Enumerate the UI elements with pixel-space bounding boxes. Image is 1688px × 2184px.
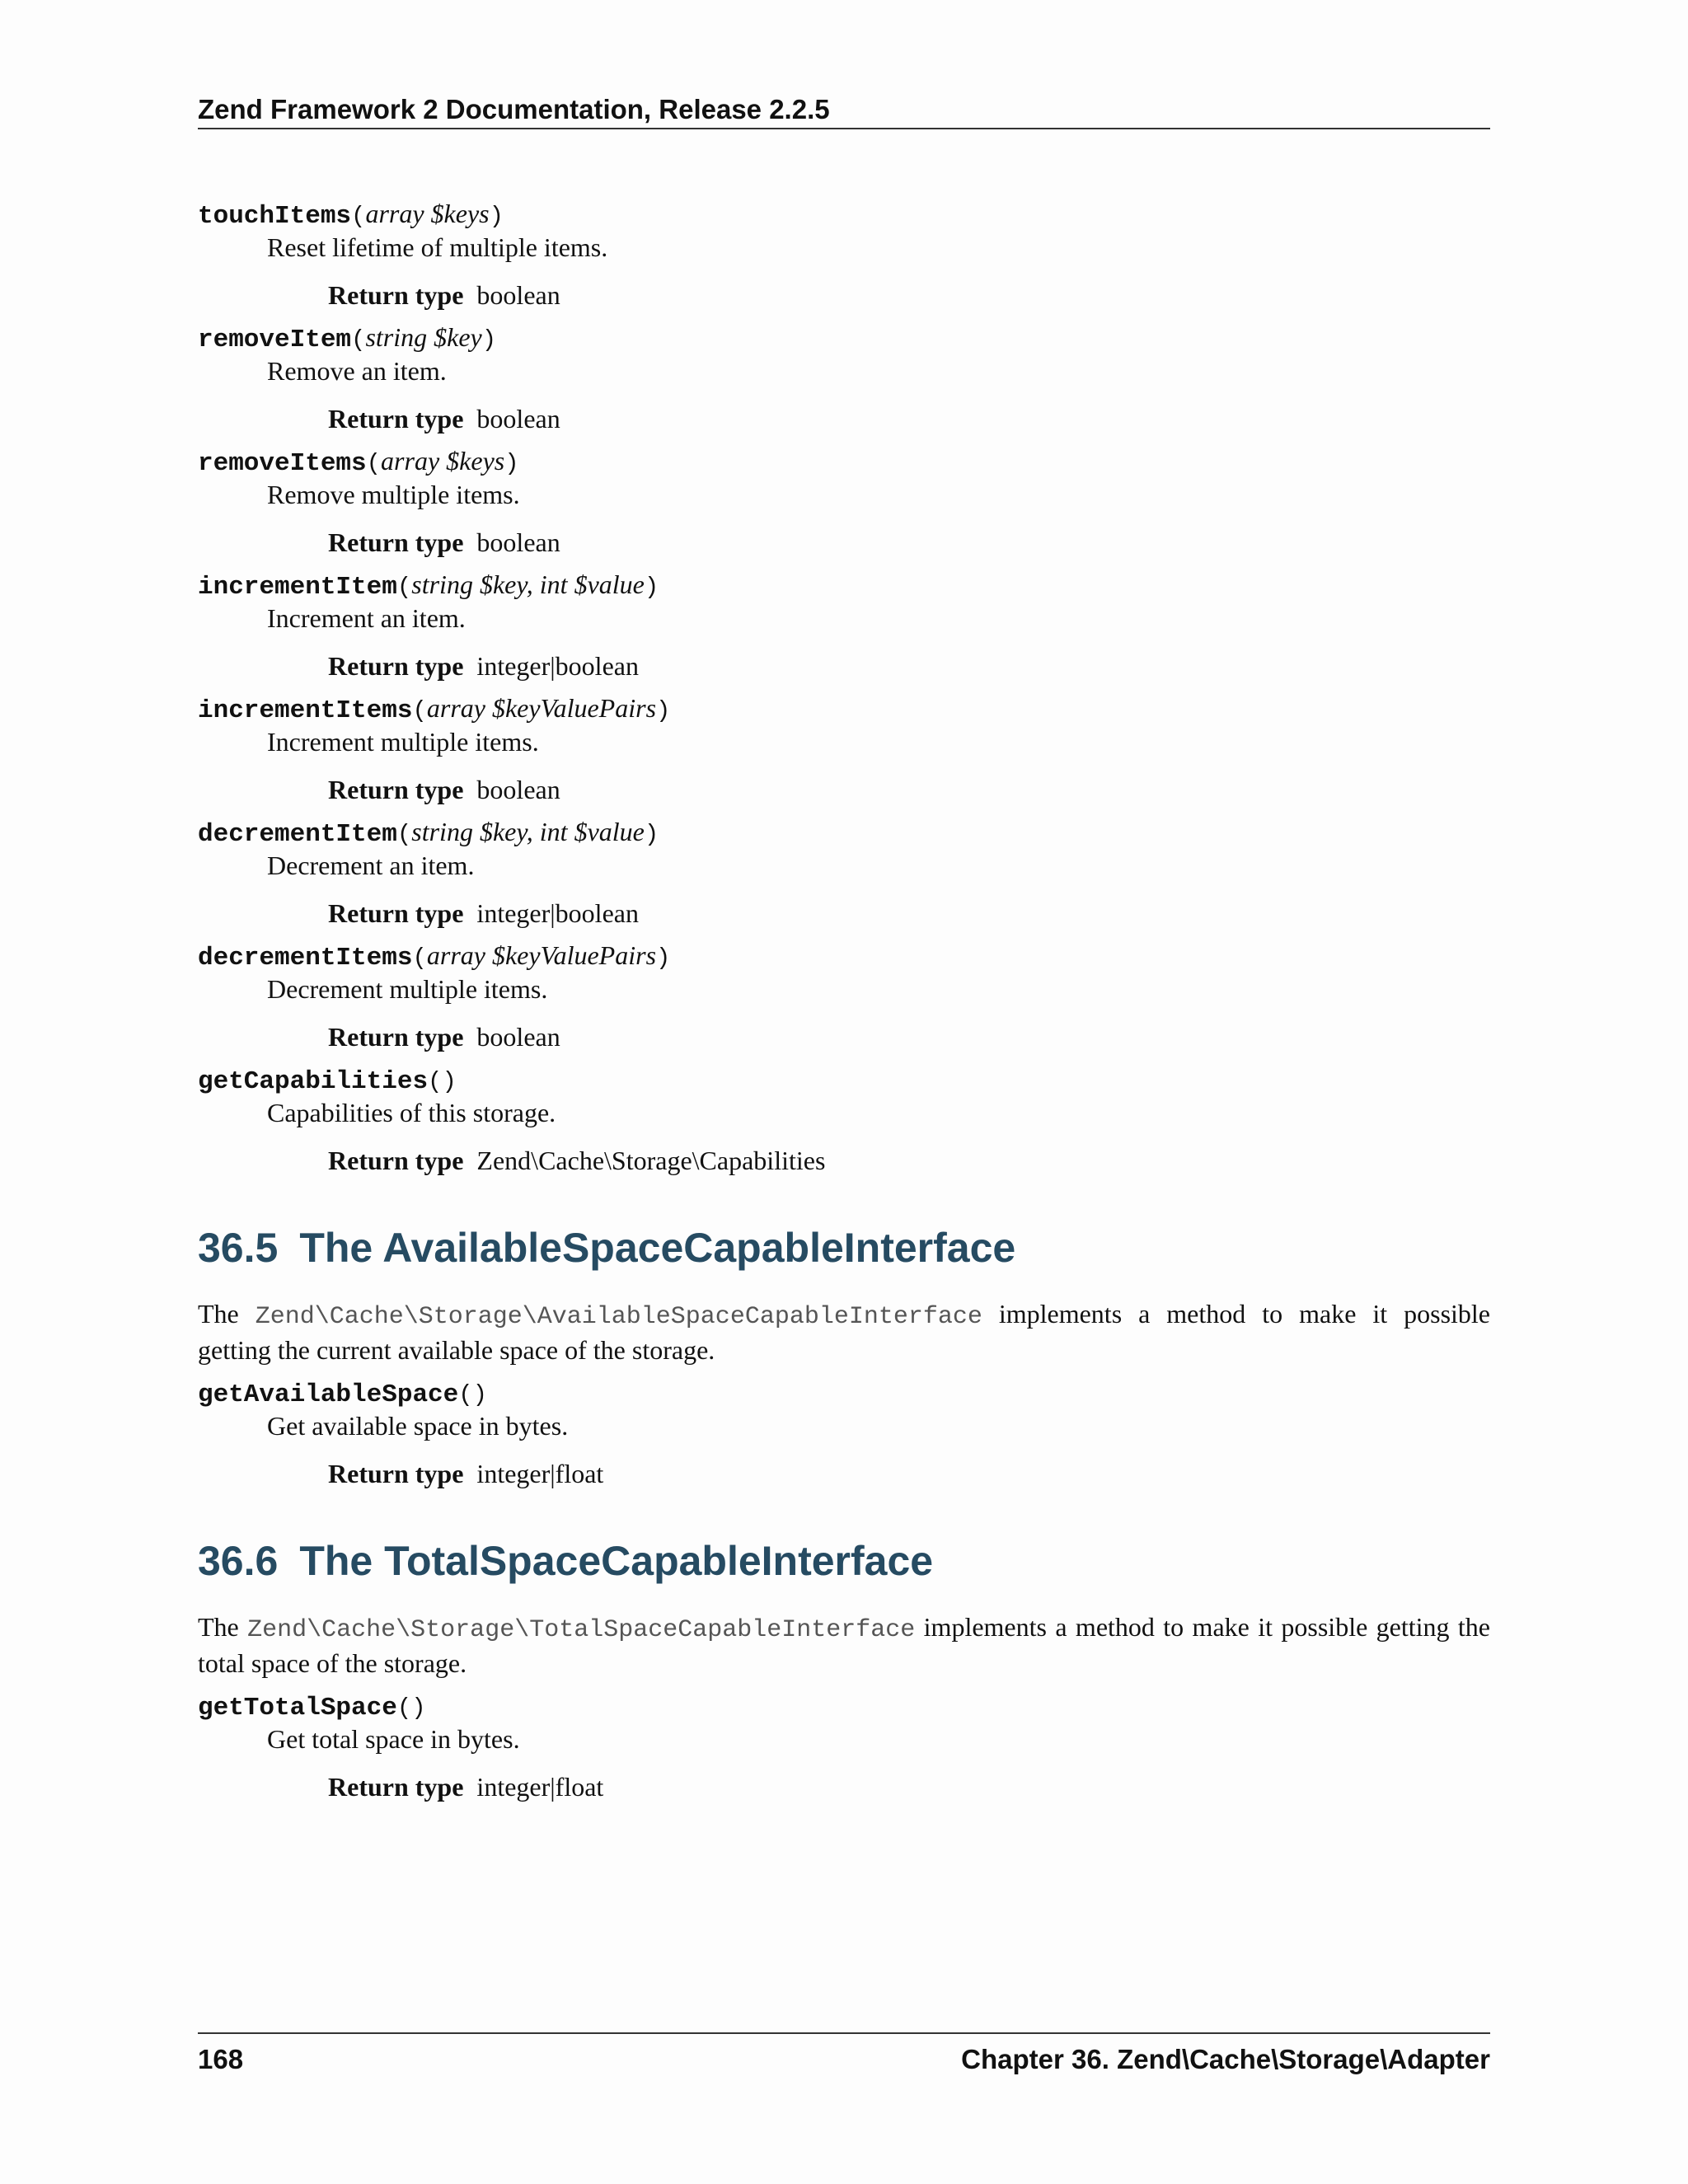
method-entry — [198, 691, 1490, 806]
method-signature: getAvailableSpace() — [198, 1380, 488, 1409]
method-name: removeItem — [198, 326, 352, 354]
method-description: Reset lifetime of multiple items. — [267, 232, 608, 262]
method-name: removeItems — [198, 449, 367, 478]
method-name: incrementItems — [198, 696, 413, 725]
method-signature: incrementItems(array $keyValuePairs) — [198, 693, 671, 725]
method-entry — [198, 1688, 1490, 1803]
method-signature: touchItems(array $keys) — [198, 199, 504, 231]
method-entry — [198, 814, 1490, 930]
method-entry — [198, 320, 1490, 435]
method-signature: removeItems(array $keys) — [198, 446, 519, 478]
method-entry — [198, 938, 1490, 1053]
method-signature: incrementItem(string $key, int $value) — [198, 569, 659, 602]
method-description: Remove an item. — [267, 356, 447, 386]
method-description: Get total space in bytes. — [267, 1724, 520, 1754]
method-name: decrementItem — [198, 820, 397, 849]
section-heading-36-6: 36.6 The TotalSpaceCapableInterface — [198, 1538, 934, 1584]
method-entry — [198, 567, 1490, 682]
method-signature: getCapabilities() — [198, 1067, 457, 1096]
method-signature: decrementItems(array $keyValuePairs) — [198, 940, 671, 972]
method-description: Increment multiple items. — [267, 727, 539, 757]
method-entry — [198, 1375, 1490, 1490]
method-entry — [198, 1062, 1490, 1177]
document-page — [198, 0, 1490, 2184]
return-type: Return type boolean — [328, 280, 560, 310]
method-description: Remove multiple items. — [267, 480, 520, 509]
interface-name: Zend\Cache\Storage\TotalSpaceCapableInterface — [247, 1616, 916, 1644]
page-content — [198, 196, 1490, 1811]
return-type: Return type Zend\Cache\Storage\Capabilities — [328, 1146, 826, 1175]
method-signature: decrementItem(string $key, int $value) — [198, 817, 659, 849]
return-type: Return type integer|boolean — [328, 898, 639, 928]
method-name: getCapabilities — [198, 1067, 429, 1096]
method-description: Get available space in bytes. — [267, 1411, 569, 1441]
method-name: getAvailableSpace — [198, 1380, 459, 1409]
interface-name: Zend\Cache\Storage\AvailableSpaceCapableInterface — [255, 1303, 982, 1331]
return-type: Return type integer|float — [328, 1459, 604, 1488]
method-entry — [198, 196, 1490, 312]
return-type: Return type boolean — [328, 404, 560, 434]
return-type: Return type boolean — [328, 527, 560, 557]
method-description: Capabilities of this storage. — [267, 1098, 556, 1127]
method-signature: getTotalSpace() — [198, 1694, 426, 1722]
method-description: Decrement an item. — [267, 851, 475, 880]
section-paragraph-36-6: The Zend\Cache\Storage\TotalSpaceCapableInterface implements a method to make it possible getting the total space of the storage. — [198, 1612, 1491, 1678]
return-type: Return type boolean — [328, 775, 560, 804]
method-name: touchItems — [198, 202, 352, 231]
method-name: incrementItem — [198, 573, 397, 602]
return-type: Return type integer|float — [328, 1772, 604, 1802]
method-name: getTotalSpace — [198, 1694, 397, 1722]
method-name: decrementItems — [198, 944, 413, 972]
method-description: Increment an item. — [267, 603, 466, 633]
method-description: Decrement multiple items. — [267, 974, 548, 1004]
chapter-title: Chapter 36. Zend\Cache\Storage\Adapter — [961, 2044, 1490, 2074]
section-paragraph-36-5: The Zend\Cache\Storage\AvailableSpaceCapableInterface implements a method to make it possible getting the current available space of the storage. — [198, 1299, 1491, 1365]
page-number: 168 — [198, 2044, 244, 2074]
method-entry — [198, 443, 1490, 559]
method-signature: removeItem(string $key) — [198, 322, 497, 354]
running-header: Zend Framework 2 Documentation, Release 2.2.5 — [198, 92, 1490, 129]
method-list — [198, 196, 1490, 1177]
section-heading-36-5: 36.5 The AvailableSpaceCapableInterface — [198, 1225, 1016, 1271]
running-footer — [198, 2032, 1490, 2077]
return-type: Return type boolean — [328, 1022, 560, 1052]
return-type: Return type integer|boolean — [328, 651, 639, 681]
